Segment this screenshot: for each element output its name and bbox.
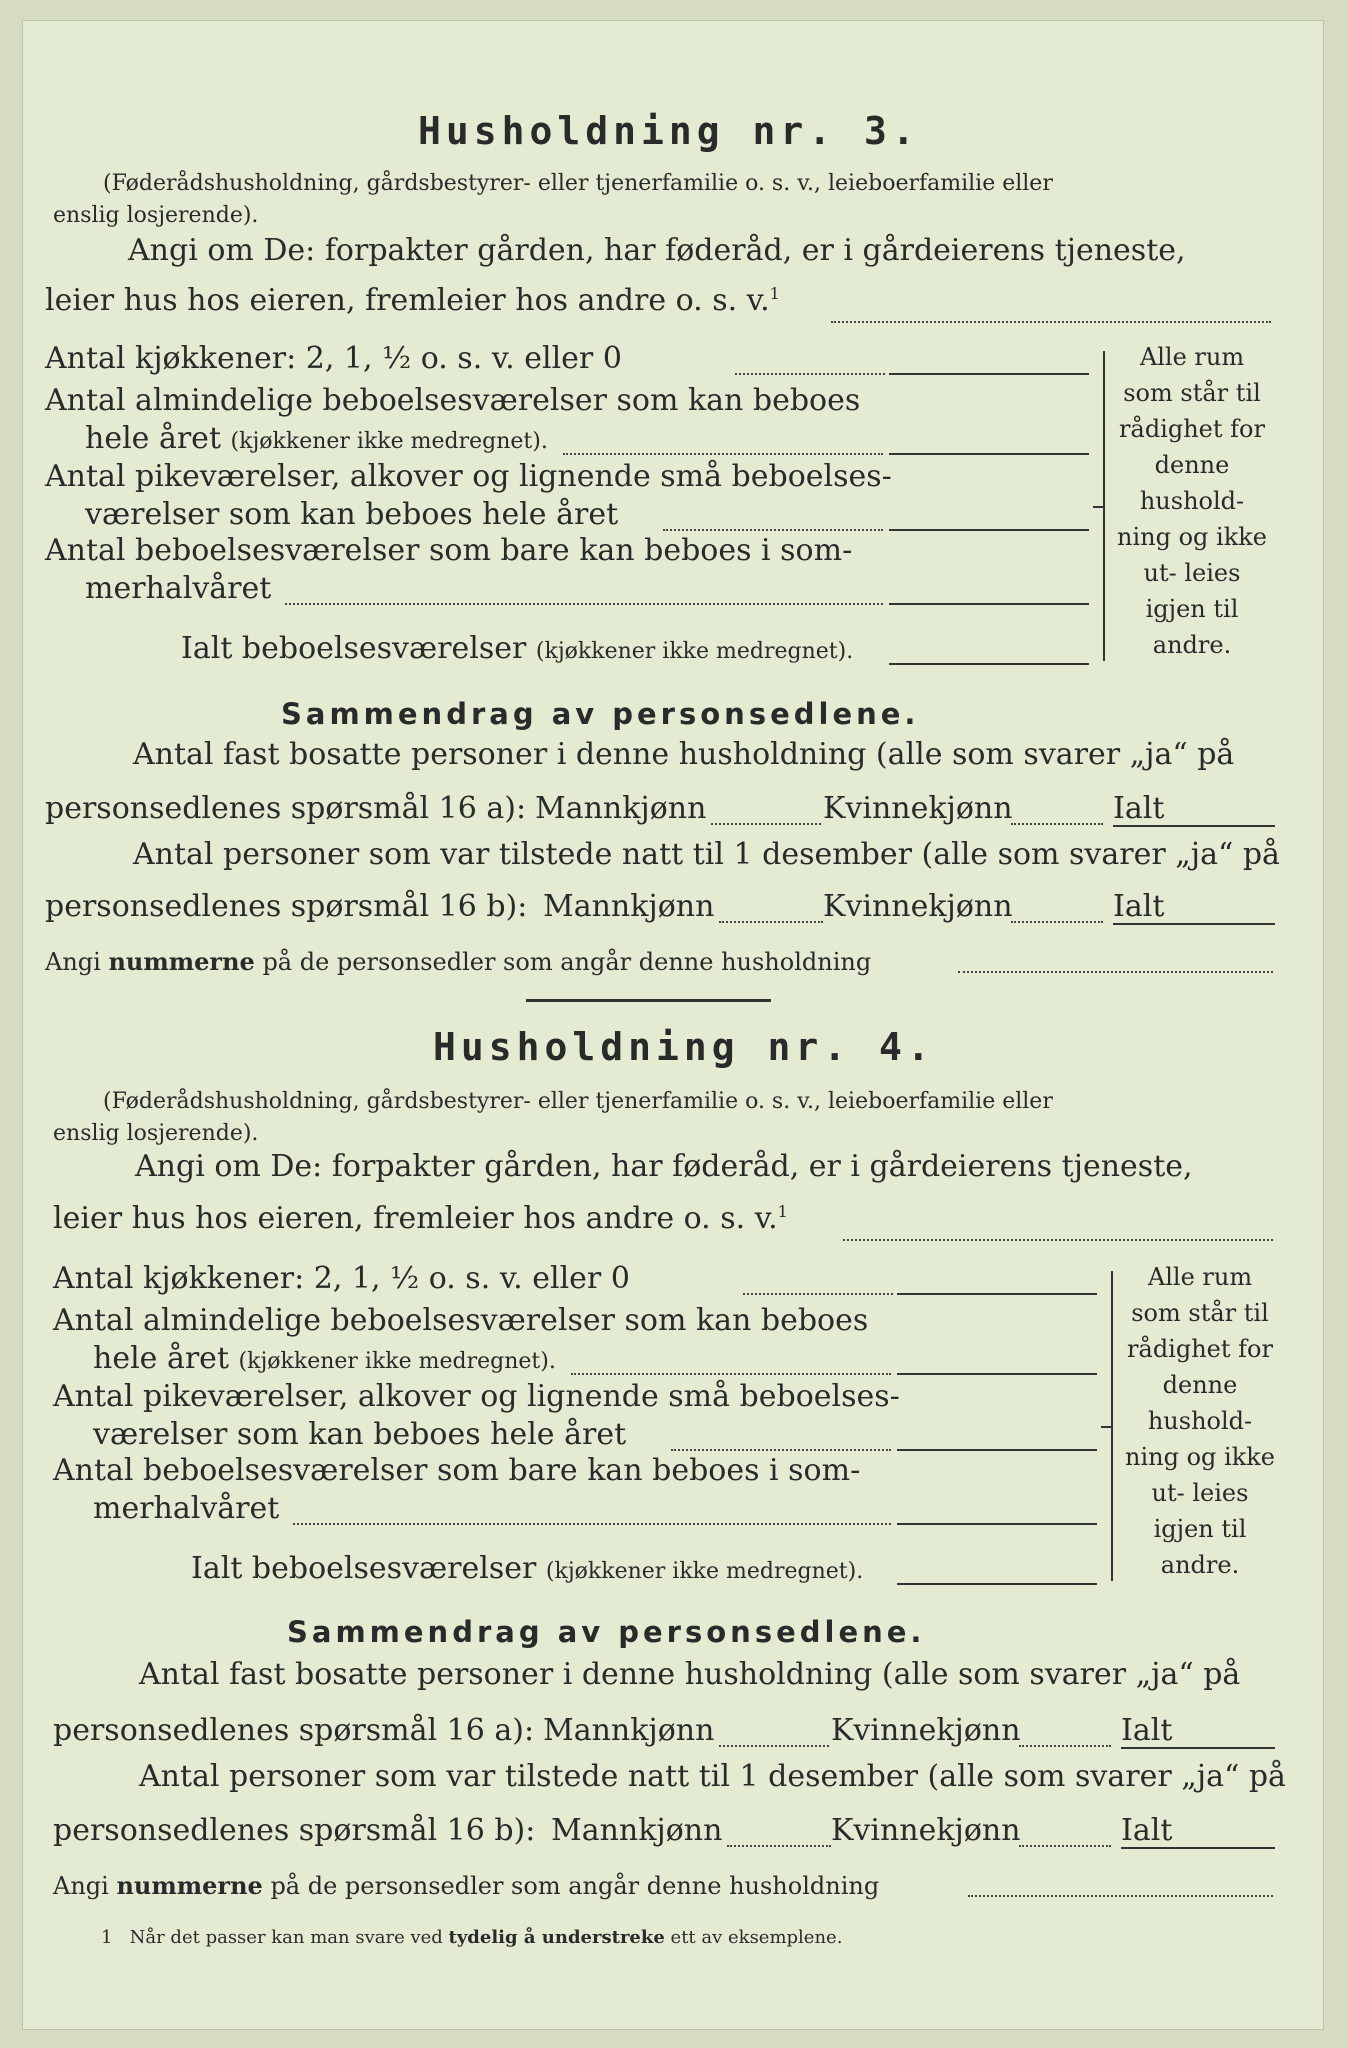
leader-dots xyxy=(563,453,883,455)
summer-rooms-label: Antal beboelsesværelser som bare kan beboes i som- xyxy=(53,1453,861,1488)
resident-persons-label: Antal fast bosatte personer i denne husholdning (alle som svarer „ja“ på xyxy=(139,1657,1241,1692)
summer-rooms-answer-line[interactable] xyxy=(889,603,1089,605)
leader-dots xyxy=(743,1293,893,1295)
male-answer-line[interactable] xyxy=(719,921,823,923)
female-label: Kvinnekjønn xyxy=(831,1813,1021,1848)
male-label: Mannkjønn xyxy=(543,1713,715,1748)
side-note: Alle rum som står til rådighet for denne hushold- ning og ikke ut- leies igjen til andre. xyxy=(1117,343,1267,659)
resident-persons-label: Antal fast bosatte personer i denne husholdning (alle som svarer „ja“ på xyxy=(133,737,1235,772)
total-rooms-label: Ialt beboelsesværelser (kjøkkener ikke medregnet). xyxy=(181,631,854,666)
question-arrangement-cont: leier hus hos eieren, fremleier hos andre o. s. v.$^1$ xyxy=(45,283,780,318)
answer-line[interactable] xyxy=(831,321,1271,323)
maid-rooms-answer-line[interactable] xyxy=(897,1449,1097,1451)
leader-dots xyxy=(663,529,883,531)
ordinary-rooms-label-cont: hele året (kjøkkener ikke medregnet). xyxy=(93,1341,556,1376)
present-persons-question: personsedlenes spørsmål 16 b): xyxy=(53,1813,536,1848)
female-answer-line[interactable] xyxy=(1011,823,1103,825)
summer-rooms-label-cont: merhalvåret xyxy=(85,571,272,606)
brace xyxy=(1111,1271,1123,1581)
kitchens-label: Antal kjøkkener: 2, 1, ½ o. s. v. eller 0 xyxy=(45,341,622,376)
male-answer-line[interactable] xyxy=(727,1845,831,1847)
household-title: Husholdning nr. 3. xyxy=(418,109,920,153)
household-title: Husholdning nr. 4. xyxy=(433,1025,935,1069)
female-label: Kvinnekjønn xyxy=(823,889,1013,924)
kitchens-answer-line[interactable] xyxy=(897,1293,1097,1295)
ordinary-rooms-answer-line[interactable] xyxy=(897,1373,1097,1375)
total-label: Ialt xyxy=(1121,1713,1173,1748)
male-label: Mannkjønn xyxy=(551,1813,723,1848)
question-arrangement-cont: leier hus hos eieren, fremleier hos andre o. s. v.$^1$ xyxy=(53,1201,788,1236)
male-answer-line[interactable] xyxy=(711,823,821,825)
section-divider xyxy=(526,999,771,1002)
female-answer-line[interactable] xyxy=(1019,1845,1111,1847)
maid-rooms-label: Antal pikeværelser, alkover og lignende små beboelses- xyxy=(45,459,892,494)
leader-dots xyxy=(735,373,885,375)
household-type-note-cont: enslig losjerende). xyxy=(53,1121,259,1146)
ordinary-rooms-label-cont: hele året (kjøkkener ikke medregnet). xyxy=(85,421,548,456)
answer-line[interactable] xyxy=(843,1239,1273,1241)
numbers-answer-line[interactable] xyxy=(958,971,1273,973)
kitchens-label: Antal kjøkkener: 2, 1, ½ o. s. v. eller 0 xyxy=(53,1261,630,1296)
total-answer-line[interactable] xyxy=(1113,923,1275,925)
ordinary-rooms-label: Antal almindelige beboelsesværelser som kan beboes xyxy=(45,383,861,418)
maid-rooms-label: Antal pikeværelser, alkover og lignende små beboelses- xyxy=(53,1379,900,1414)
total-label: Ialt xyxy=(1113,889,1165,924)
question-arrangement: Angi om De: forpakter gården, har føderåd, er i gårdeierens tjeneste, xyxy=(135,1149,1193,1184)
summer-rooms-answer-line[interactable] xyxy=(897,1523,1097,1525)
numbers-label: Angi nummerne på de personsedler som angår denne husholdning xyxy=(53,1871,880,1900)
present-persons-label: Antal personer som var tilstede natt til 1 desember (alle som svarer „ja“ på xyxy=(139,1759,1286,1794)
total-rooms-answer-line[interactable] xyxy=(889,663,1089,665)
census-form-page xyxy=(22,20,1324,2030)
female-answer-line[interactable] xyxy=(1019,1745,1111,1747)
total-rooms-label: Ialt beboelsesværelser (kjøkkener ikke medregnet). xyxy=(191,1551,864,1586)
male-label: Mannkjønn xyxy=(535,791,707,826)
footnote: 1 Når det passer kan man svare ved tydelig å understreke ett av eksemplene. xyxy=(101,1927,843,1948)
summary-title: Sammendrag av personsedlene. xyxy=(287,1615,926,1649)
total-answer-line[interactable] xyxy=(1113,825,1275,827)
total-rooms-answer-line[interactable] xyxy=(897,1583,1097,1585)
resident-persons-question: personsedlenes spørsmål 16 a): xyxy=(45,791,527,826)
male-answer-line[interactable] xyxy=(719,1745,829,1747)
question-arrangement: Angi om De: forpakter gården, har føderåd, er i gårdeierens tjeneste, xyxy=(128,233,1186,268)
brace xyxy=(1103,351,1115,661)
female-answer-line[interactable] xyxy=(1011,921,1103,923)
maid-rooms-label-cont: værelser som kan beboes hele året xyxy=(93,1417,627,1452)
female-label: Kvinnekjønn xyxy=(823,791,1013,826)
ordinary-rooms-answer-line[interactable] xyxy=(889,453,1089,455)
numbers-label: Angi nummerne på de personsedler som angår denne husholdning xyxy=(45,947,872,976)
resident-persons-question: personsedlenes spørsmål 16 a): xyxy=(53,1713,535,1748)
maid-rooms-answer-line[interactable] xyxy=(889,529,1089,531)
kitchens-answer-line[interactable] xyxy=(889,373,1089,375)
side-note: Alle rum som står til rådighet for denne hushold- ning og ikke ut- leies igjen til andre. xyxy=(1125,1263,1275,1579)
household-type-note: (Føderådshusholdning, gårdsbestyrer- eller tjenerfamilie o. s. v., leieboerfamilie eller xyxy=(103,171,1053,196)
total-label: Ialt xyxy=(1121,1813,1173,1848)
present-persons-label: Antal personer som var tilstede natt til 1 desember (alle som svarer „ja“ på xyxy=(133,837,1280,872)
leader-dots xyxy=(293,1523,891,1525)
summer-rooms-label: Antal beboelsesværelser som bare kan beboes i som- xyxy=(45,533,853,568)
ordinary-rooms-label: Antal almindelige beboelsesværelser som kan beboes xyxy=(53,1303,869,1338)
leader-dots xyxy=(671,1449,891,1451)
leader-dots xyxy=(285,603,883,605)
female-label: Kvinnekjønn xyxy=(831,1713,1021,1748)
total-answer-line[interactable] xyxy=(1121,1847,1275,1849)
summary-title: Sammendrag av personsedlene. xyxy=(281,697,920,731)
total-answer-line[interactable] xyxy=(1121,1747,1275,1749)
total-label: Ialt xyxy=(1113,791,1165,826)
household-type-note: (Føderådshusholdning, gårdsbestyrer- eller tjenerfamilie o. s. v., leieboerfamilie eller xyxy=(103,1089,1053,1114)
maid-rooms-label-cont: værelser som kan beboes hele året xyxy=(85,497,619,532)
summer-rooms-label-cont: merhalvåret xyxy=(93,1491,280,1526)
household-type-note-cont: enslig losjerende). xyxy=(53,203,259,228)
present-persons-question: personsedlenes spørsmål 16 b): xyxy=(45,889,528,924)
leader-dots xyxy=(571,1373,891,1375)
male-label: Mannkjønn xyxy=(543,889,715,924)
numbers-answer-line[interactable] xyxy=(968,1895,1273,1897)
